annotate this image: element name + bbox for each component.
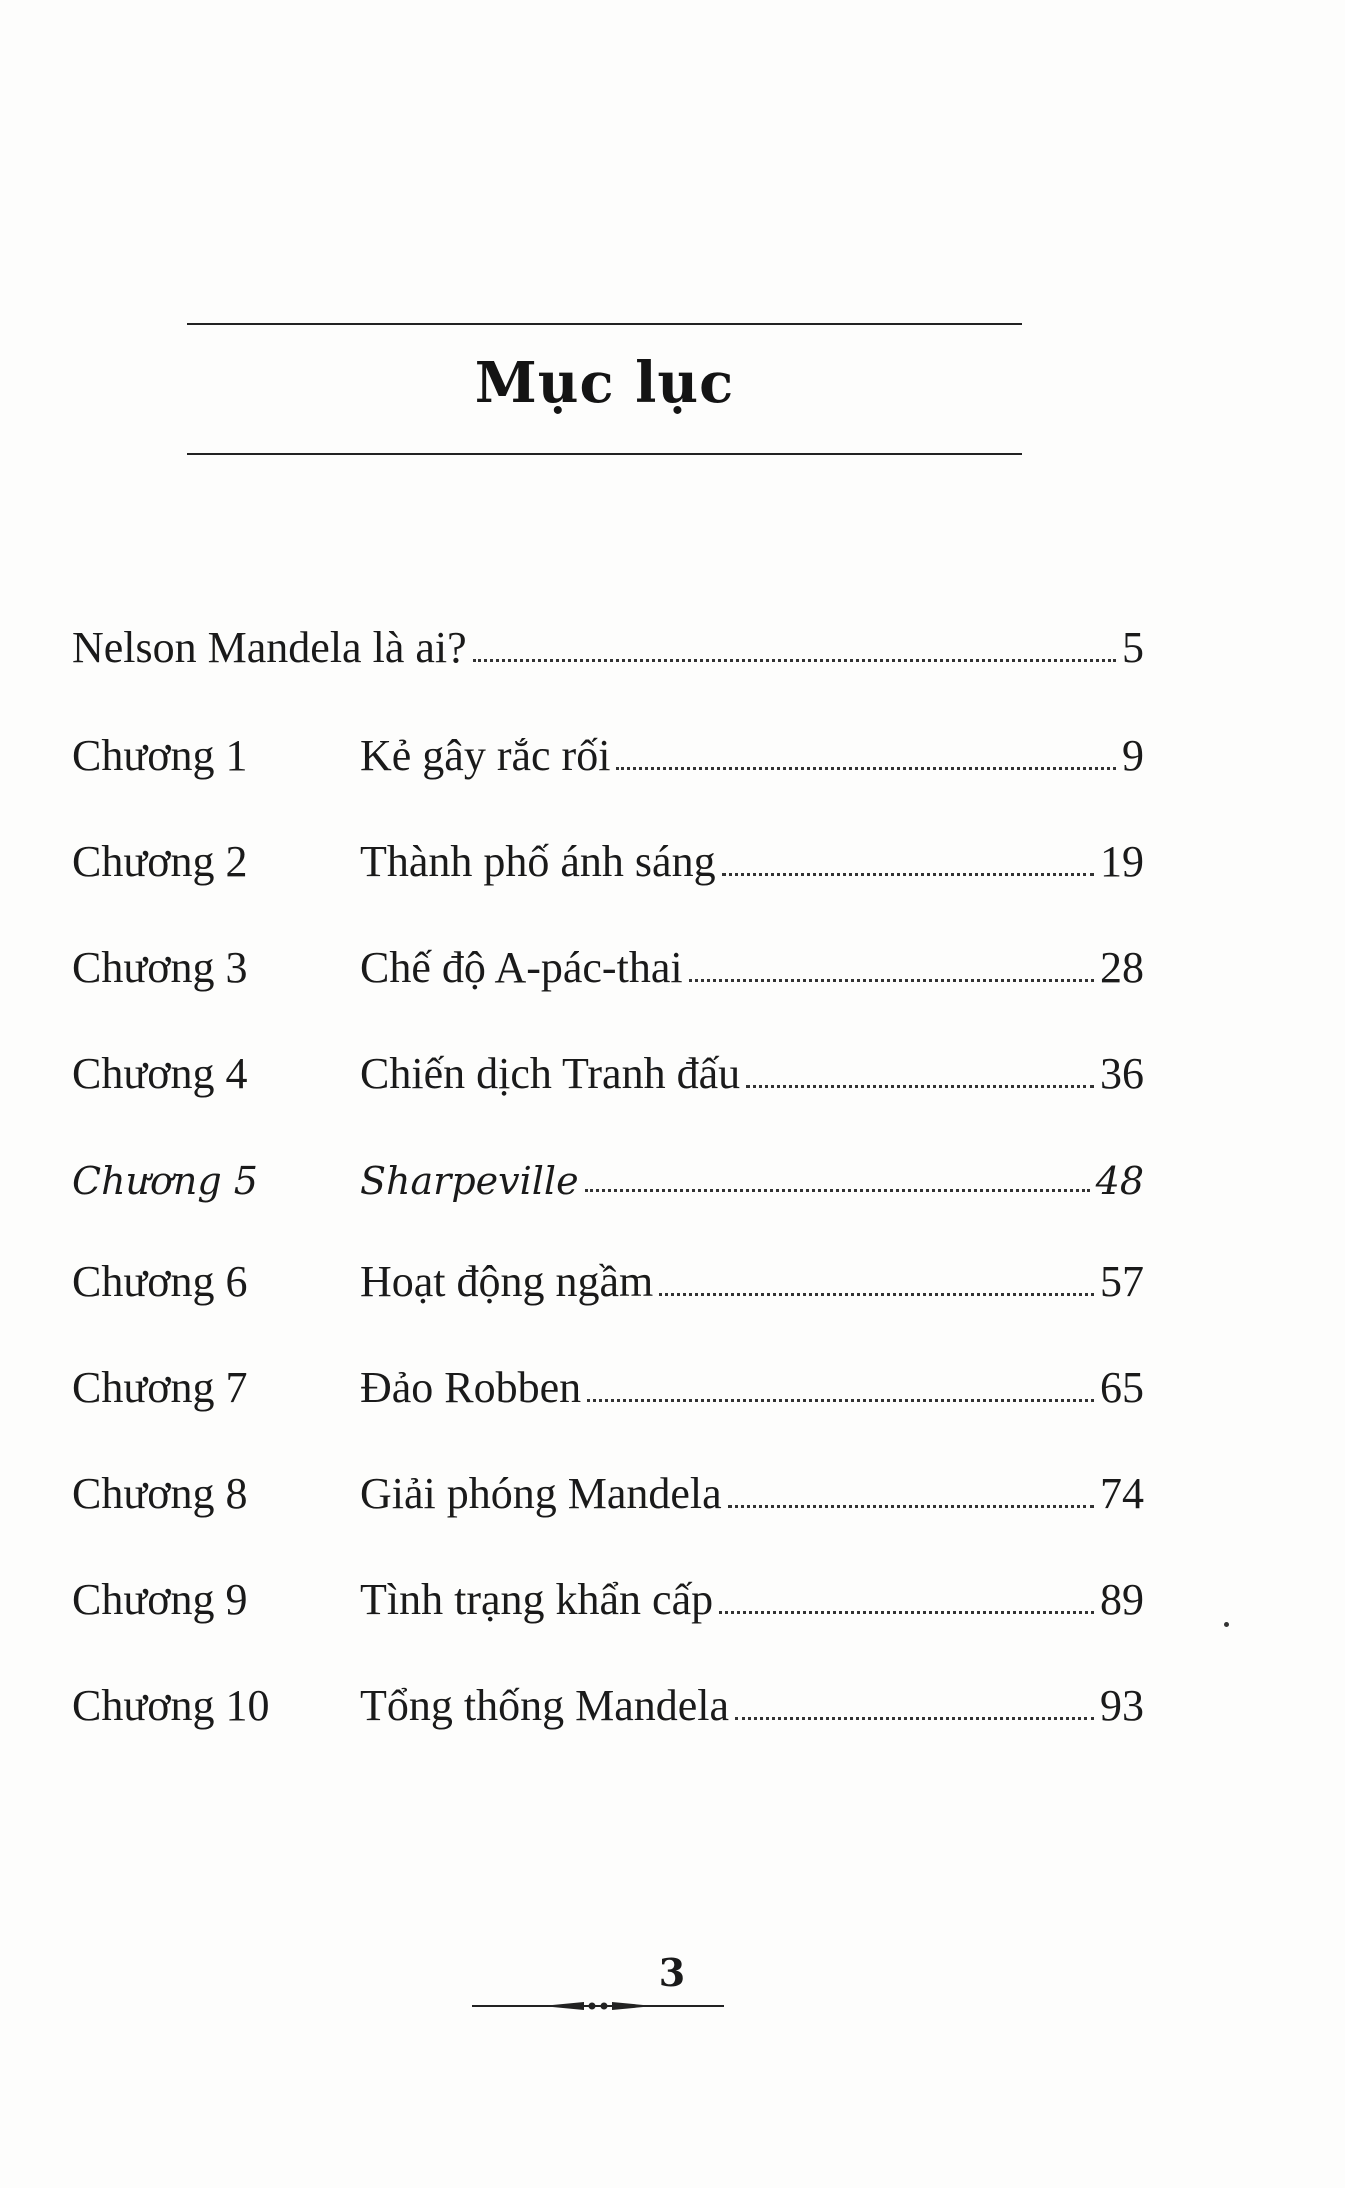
toc-chapter-label: Chương 6: [72, 1257, 248, 1306]
print-speck: [1224, 1622, 1229, 1627]
toc-chapter-label: Chương 8: [72, 1469, 248, 1518]
toc-entry-chapter-8[interactable]: [72, 1456, 1144, 1516]
toc-entry-title: Kẻ gây rắc rối: [360, 731, 611, 780]
toc-entry-title: Chế độ A-pác-thai: [360, 943, 683, 992]
toc-entry-title: Thành phố ánh sáng: [360, 837, 716, 886]
toc-page-number: 48: [1095, 1159, 1144, 1203]
toc-entry-chapter-5[interactable]: [72, 1140, 1144, 1203]
toc-chapter-label: Chương 1: [72, 731, 248, 780]
toc-page-number: 93: [1100, 1681, 1144, 1730]
toc-chapter-label: Chương 2: [72, 837, 248, 886]
dot-leader: [722, 873, 1094, 876]
toc-page-number: 9: [1122, 731, 1144, 780]
toc-entry-chapter-7[interactable]: [72, 1350, 1144, 1410]
dot-leader: [689, 979, 1094, 982]
dot-leader: [746, 1085, 1094, 1088]
toc-chapter-label: Chương 5: [72, 1159, 258, 1203]
toc-entry-intro[interactable]: [72, 610, 1144, 670]
toc-page-number: 74: [1100, 1469, 1144, 1518]
toc-chapter-label: Chương 10: [72, 1681, 270, 1730]
toc-page-number: 36: [1100, 1049, 1144, 1098]
toc-page-number: 89: [1100, 1575, 1144, 1624]
toc-entry-chapter-1[interactable]: [72, 718, 1144, 778]
page-number-flourish: [472, 1994, 724, 2018]
toc-entry-chapter-3[interactable]: [72, 930, 1144, 990]
toc-entry-title: Nelson Mandela là ai?: [72, 623, 467, 672]
dot-leader: [659, 1293, 1094, 1296]
toc-page-number: 19: [1100, 837, 1144, 886]
toc-entry-title: Sharpeville: [360, 1159, 579, 1203]
toc-entry-title: Hoạt động ngầm: [360, 1257, 654, 1306]
dot-leader: [473, 659, 1116, 662]
page-title: Mục lục: [474, 350, 735, 416]
toc-entry-title: Chiến dịch Tranh đấu: [360, 1049, 741, 1098]
toc-page-number: 57: [1100, 1257, 1144, 1306]
toc-chapter-label: Chương 3: [72, 943, 248, 992]
page-number: 3: [658, 1950, 686, 1995]
dot-leader: [728, 1505, 1094, 1508]
toc-chapter-label: Chương 4: [72, 1049, 248, 1098]
toc-chapter-label: Chương 9: [72, 1575, 248, 1624]
dot-leader: [587, 1399, 1094, 1402]
toc-entry-title: Tổng thống Mandela: [360, 1681, 730, 1730]
toc-entry-chapter-9[interactable]: [72, 1562, 1144, 1622]
toc-page-number: 65: [1100, 1363, 1144, 1412]
toc-chapter-label: Chương 7: [72, 1363, 248, 1412]
toc-entry-chapter-2[interactable]: [72, 824, 1144, 884]
toc-entry-title: Giải phóng Mandela: [360, 1469, 722, 1518]
toc-entry-chapter-4[interactable]: [72, 1036, 1144, 1096]
toc-entry-chapter-6[interactable]: [72, 1244, 1144, 1304]
dot-leader: [735, 1717, 1094, 1720]
dot-leader: [616, 767, 1116, 770]
toc-page-number: 28: [1100, 943, 1144, 992]
toc-page-number: 5: [1122, 623, 1144, 672]
dot-leader: [719, 1611, 1094, 1614]
toc-entry-chapter-10[interactable]: [72, 1668, 1144, 1728]
toc-entry-title: Tình trạng khẩn cấp: [360, 1575, 714, 1624]
toc-entry-title: Đảo Robben: [360, 1363, 582, 1412]
dot-leader: [585, 1189, 1090, 1192]
